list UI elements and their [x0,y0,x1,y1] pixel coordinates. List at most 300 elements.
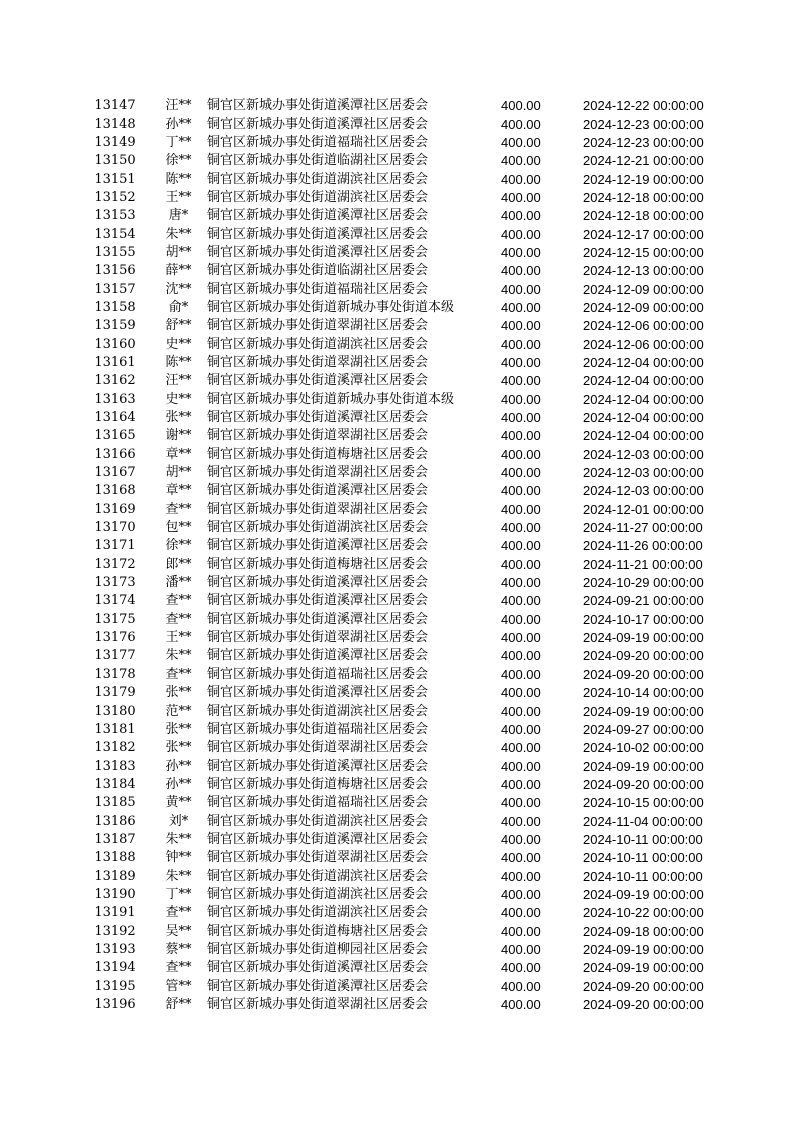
record-id: 13175 [94,611,136,627]
recipient-name: 徐** [165,538,192,554]
community-unit: 铜官区新城办事处街道福瑞社区居委会 [207,134,429,150]
record-id: 13151 [94,171,136,187]
record-id: 13181 [94,721,136,737]
subsidy-amount: 400.00 [501,244,541,260]
community-unit: 铜官区新城办事处街道溪潭社区居委会 [207,648,429,664]
community-unit: 铜官区新城办事处街道湖滨社区居委会 [207,886,429,902]
recipient-name: 史** [165,336,192,352]
recipient-name: 胡** [165,465,192,481]
recipient-name: 孙** [165,116,192,132]
subsidy-amount: 400.00 [501,263,541,279]
recipient-name: 胡** [165,244,192,260]
recipient-name: 史** [165,391,192,407]
subsidy-amount: 400.00 [501,850,541,866]
payment-date: 2024-12-18 00:00:00 [583,208,704,224]
subsidy-amount: 400.00 [501,611,541,627]
payment-date: 2024-09-19 00:00:00 [583,758,704,774]
table-row [80,317,720,335]
community-unit: 铜官区新城办事处街道梅塘社区居委会 [207,923,429,939]
payment-date: 2024-12-13 00:00:00 [583,263,704,279]
recipient-name: 郎** [165,556,192,572]
community-unit: 铜官区新城办事处街道溪潭社区居委会 [207,960,429,976]
table-row [80,849,720,867]
record-id: 13179 [94,685,136,701]
record-id: 13166 [94,446,136,462]
recipient-name: 丁** [165,134,192,150]
record-id: 13193 [94,941,136,957]
record-id: 13171 [94,538,136,554]
record-id: 13189 [94,868,136,884]
subsidy-amount: 400.00 [501,391,541,407]
subsidy-amount: 400.00 [501,831,541,847]
record-id: 13182 [94,740,136,756]
recipient-name: 刘* [168,813,189,829]
payment-date: 2024-12-04 00:00:00 [583,391,704,407]
record-id: 13183 [94,758,136,774]
table-row [80,409,720,427]
recipient-name: 谢** [165,428,192,444]
recipient-name: 丁** [165,886,192,902]
table-row [80,427,720,445]
community-unit: 铜官区新城办事处街道溪潭社区居委会 [207,831,429,847]
community-unit: 铜官区新城办事处街道翠湖社区居委会 [207,997,429,1013]
table-row [80,721,720,739]
payment-date: 2024-12-04 00:00:00 [583,354,704,370]
record-id: 13147 [94,98,136,114]
recipient-name: 沈** [165,281,192,297]
record-id: 13169 [94,501,136,517]
table-row [80,189,720,207]
table-row [80,262,720,280]
payment-date: 2024-12-15 00:00:00 [583,244,704,260]
community-unit: 铜官区新城办事处街道福瑞社区居委会 [207,281,429,297]
subsidy-amount: 400.00 [501,501,541,517]
payment-date: 2024-10-17 00:00:00 [583,611,704,627]
payment-date: 2024-12-09 00:00:00 [583,281,704,297]
subsidy-amount: 400.00 [501,795,541,811]
table-row [80,592,720,610]
payment-date: 2024-12-04 00:00:00 [583,373,704,389]
payment-date: 2024-10-11 00:00:00 [583,868,703,884]
subsidy-amount: 400.00 [501,721,541,737]
record-id: 13153 [94,208,136,224]
recipient-name: 徐** [165,153,192,169]
record-id: 13196 [94,997,136,1013]
record-id: 13195 [94,978,136,994]
payment-date: 2024-12-03 00:00:00 [583,446,704,462]
subsidy-amount: 400.00 [501,208,541,224]
subsidy-amount: 400.00 [501,410,541,426]
subsidy-amount: 400.00 [501,153,541,169]
recipient-name: 陈** [165,171,192,187]
subsidy-amount: 400.00 [501,685,541,701]
subsidy-amount: 400.00 [501,740,541,756]
record-id: 13188 [94,850,136,866]
payment-date: 2024-12-23 00:00:00 [583,134,704,150]
community-unit: 铜官区新城办事处街道临湖社区居委会 [207,263,429,279]
subsidy-amount: 400.00 [501,556,541,572]
subsidy-amount: 400.00 [501,318,541,334]
payment-date: 2024-12-22 00:00:00 [583,98,704,114]
recipient-name: 舒** [165,318,192,334]
table-row [80,831,720,849]
subsidy-amount: 400.00 [501,373,541,389]
table-row [80,684,720,702]
recipient-name: 蔡** [165,941,192,957]
community-unit: 铜官区新城办事处街道湖滨社区居委会 [207,520,429,536]
community-unit: 铜官区新城办事处街道翠湖社区居委会 [207,740,429,756]
community-unit: 铜官区新城办事处街道溪潭社区居委会 [207,483,429,499]
table-row [80,702,720,720]
table-row [80,225,720,243]
record-id: 13176 [94,630,136,646]
subsidy-amount: 400.00 [501,666,541,682]
community-unit: 铜官区新城办事处街道翠湖社区居委会 [207,354,429,370]
table-row [80,904,720,922]
recipient-name: 范** [165,703,192,719]
table-row [80,574,720,592]
recipient-name: 朱** [165,648,192,664]
payment-date: 2024-10-02 00:00:00 [583,740,704,756]
recipient-name: 王** [165,189,192,205]
payment-date: 2024-09-19 00:00:00 [583,941,704,957]
table-row [80,115,720,133]
payment-date: 2024-12-23 00:00:00 [583,116,704,132]
table-row [80,97,720,115]
recipient-name: 潘** [165,575,192,591]
recipient-name: 张** [165,685,192,701]
recipient-name: 章** [165,446,192,462]
record-id: 13172 [94,556,136,572]
subsidy-amount: 400.00 [501,446,541,462]
record-id: 13152 [94,189,136,205]
record-id: 13156 [94,263,136,279]
community-unit: 铜官区新城办事处街道溪潭社区居委会 [207,538,429,554]
table-row [80,482,720,500]
payment-date: 2024-11-27 00:00:00 [583,520,703,536]
subsidy-amount: 400.00 [501,905,541,921]
record-id: 13149 [94,134,136,150]
community-unit: 铜官区新城办事处街道溪潭社区居委会 [207,410,429,426]
community-unit: 铜官区新城办事处街道福瑞社区居委会 [207,795,429,811]
table-row [80,629,720,647]
payment-date: 2024-09-18 00:00:00 [583,923,704,939]
community-unit: 铜官区新城办事处街道湖滨社区居委会 [207,703,429,719]
subsidy-amount: 400.00 [501,465,541,481]
table-row [80,611,720,629]
community-unit: 铜官区新城办事处街道翠湖社区居委会 [207,501,429,517]
payment-date: 2024-11-26 00:00:00 [583,538,703,554]
subsidy-amount: 400.00 [501,483,541,499]
community-unit: 铜官区新城办事处街道翠湖社区居委会 [207,850,429,866]
payment-date: 2024-12-21 00:00:00 [583,153,704,169]
record-id: 13170 [94,520,136,536]
community-unit: 铜官区新城办事处街道溪潭社区居委会 [207,758,429,774]
table-row [80,922,720,940]
subsidy-amount: 400.00 [501,923,541,939]
records-table [80,97,720,1014]
recipient-name: 查** [165,501,192,517]
payment-date: 2024-12-04 00:00:00 [583,428,704,444]
payment-date: 2024-09-19 00:00:00 [583,630,704,646]
recipient-name: 薛** [165,263,192,279]
subsidy-amount: 400.00 [501,997,541,1013]
recipient-name: 黄** [165,795,192,811]
community-unit: 铜官区新城办事处街道梅塘社区居委会 [207,446,429,462]
table-row [80,299,720,317]
community-unit: 铜官区新城办事处街道湖滨社区居委会 [207,813,429,829]
table-row [80,867,720,885]
payment-date: 2024-10-29 00:00:00 [583,575,704,591]
community-unit: 铜官区新城办事处街道新城办事处街道本级 [207,299,455,315]
community-unit: 铜官区新城办事处街道溪潭社区居委会 [207,593,429,609]
payment-date: 2024-10-11 00:00:00 [583,850,703,866]
community-unit: 铜官区新城办事处街道临湖社区居委会 [207,153,429,169]
subsidy-amount: 400.00 [501,868,541,884]
table-row [80,978,720,996]
recipient-name: 汪** [165,373,192,389]
payment-date: 2024-12-03 00:00:00 [583,483,704,499]
community-unit: 铜官区新城办事处街道湖滨社区居委会 [207,189,429,205]
subsidy-amount: 400.00 [501,171,541,187]
payment-date: 2024-09-20 00:00:00 [583,776,704,792]
record-id: 13158 [94,299,136,315]
subsidy-amount: 400.00 [501,226,541,242]
table-row [80,280,720,298]
subsidy-amount: 400.00 [501,575,541,591]
table-row [80,519,720,537]
recipient-name: 孙** [165,776,192,792]
record-id: 13155 [94,244,136,260]
recipient-name: 包** [165,520,192,536]
community-unit: 铜官区新城办事处街道溪潭社区居委会 [207,685,429,701]
record-id: 13157 [94,281,136,297]
subsidy-amount: 400.00 [501,978,541,994]
recipient-name: 张** [165,410,192,426]
community-unit: 铜官区新城办事处街道湖滨社区居委会 [207,868,429,884]
recipient-name: 张** [165,721,192,737]
record-id: 13178 [94,666,136,682]
community-unit: 铜官区新城办事处街道溪潭社区居委会 [207,244,429,260]
recipient-name: 朱** [165,868,192,884]
record-id: 13165 [94,428,136,444]
recipient-name: 钟** [165,850,192,866]
table-row [80,996,720,1014]
recipient-name: 王** [165,630,192,646]
table-row [80,794,720,812]
payment-date: 2024-10-11 00:00:00 [583,831,703,847]
community-unit: 铜官区新城办事处街道翠湖社区居委会 [207,428,429,444]
subsidy-amount: 400.00 [501,960,541,976]
record-id: 13148 [94,116,136,132]
record-id: 13185 [94,795,136,811]
record-id: 13191 [94,905,136,921]
payment-date: 2024-12-06 00:00:00 [583,336,704,352]
subsidy-amount: 400.00 [501,299,541,315]
table-row [80,134,720,152]
table-row [80,170,720,188]
subsidy-amount: 400.00 [501,134,541,150]
subsidy-amount: 400.00 [501,354,541,370]
community-unit: 铜官区新城办事处街道溪潭社区居委会 [207,575,429,591]
payment-date: 2024-12-09 00:00:00 [583,299,704,315]
subsidy-amount: 400.00 [501,593,541,609]
record-id: 13184 [94,776,136,792]
payment-date: 2024-12-03 00:00:00 [583,465,704,481]
subsidy-amount: 400.00 [501,703,541,719]
recipient-name: 查** [165,611,192,627]
record-id: 13186 [94,813,136,829]
community-unit: 铜官区新城办事处街道湖滨社区居委会 [207,336,429,352]
record-id: 13192 [94,923,136,939]
table-row [80,537,720,555]
table-row [80,959,720,977]
community-unit: 铜官区新城办事处街道湖滨社区居委会 [207,905,429,921]
recipient-name: 章** [165,483,192,499]
record-id: 13150 [94,153,136,169]
table-row [80,647,720,665]
record-id: 13167 [94,465,136,481]
subsidy-amount: 400.00 [501,886,541,902]
table-row [80,464,720,482]
payment-date: 2024-10-15 00:00:00 [583,795,704,811]
table-row [80,244,720,262]
table-row [80,446,720,464]
community-unit: 铜官区新城办事处街道溪潭社区居委会 [207,98,429,114]
record-id: 13168 [94,483,136,499]
subsidy-amount: 400.00 [501,189,541,205]
table-row [80,776,720,794]
community-unit: 铜官区新城办事处街道溪潭社区居委会 [207,208,429,224]
table-row [80,666,720,684]
subsidy-amount: 400.00 [501,941,541,957]
community-unit: 铜官区新城办事处街道翠湖社区居委会 [207,318,429,334]
community-unit: 铜官区新城办事处街道溪潭社区居委会 [207,226,429,242]
recipient-name: 查** [165,593,192,609]
record-id: 13163 [94,391,136,407]
record-id: 13194 [94,960,136,976]
payment-date: 2024-09-20 00:00:00 [583,997,704,1013]
community-unit: 铜官区新城办事处街道翠湖社区居委会 [207,465,429,481]
recipient-name: 舒** [165,997,192,1013]
subsidy-amount: 400.00 [501,281,541,297]
payment-date: 2024-09-20 00:00:00 [583,648,704,664]
payment-date: 2024-12-06 00:00:00 [583,318,704,334]
community-unit: 铜官区新城办事处街道溪潭社区居委会 [207,116,429,132]
table-row [80,354,720,372]
recipient-name: 查** [165,960,192,976]
record-id: 13161 [94,354,136,370]
recipient-name: 查** [165,905,192,921]
payment-date: 2024-10-22 00:00:00 [583,905,704,921]
record-id: 13174 [94,593,136,609]
subsidy-amount: 400.00 [501,520,541,536]
subsidy-amount: 400.00 [501,98,541,114]
payment-date: 2024-09-27 00:00:00 [583,721,704,737]
record-id: 13162 [94,373,136,389]
subsidy-amount: 400.00 [501,776,541,792]
subsidy-amount: 400.00 [501,538,541,554]
subsidy-amount: 400.00 [501,428,541,444]
table-row [80,941,720,959]
record-id: 13160 [94,336,136,352]
table-row [80,886,720,904]
community-unit: 铜官区新城办事处街道梅塘社区居委会 [207,776,429,792]
payment-date: 2024-09-19 00:00:00 [583,703,704,719]
table-row [80,739,720,757]
subsidy-amount: 400.00 [501,116,541,132]
recipient-name: 汪** [165,98,192,114]
subsidy-amount: 400.00 [501,758,541,774]
recipient-name: 查** [165,666,192,682]
payment-date: 2024-09-19 00:00:00 [583,960,704,976]
table-row [80,812,720,830]
table-row [80,391,720,409]
recipient-name: 俞* [168,299,189,315]
community-unit: 铜官区新城办事处街道溪潭社区居委会 [207,611,429,627]
subsidy-amount: 400.00 [501,336,541,352]
recipient-name: 孙** [165,758,192,774]
payment-date: 2024-12-19 00:00:00 [583,171,704,187]
community-unit: 铜官区新城办事处街道溪潭社区居委会 [207,978,429,994]
recipient-name: 朱** [165,226,192,242]
subsidy-amount: 400.00 [501,648,541,664]
table-row [80,152,720,170]
community-unit: 铜官区新城办事处街道福瑞社区居委会 [207,666,429,682]
record-id: 13187 [94,831,136,847]
record-id: 13177 [94,648,136,664]
community-unit: 铜官区新城办事处街道梅塘社区居委会 [207,556,429,572]
record-id: 13173 [94,575,136,591]
payment-date: 2024-09-20 00:00:00 [583,978,704,994]
community-unit: 铜官区新城办事处街道新城办事处街道本级 [207,391,455,407]
table-row [80,501,720,519]
recipient-name: 陈** [165,354,192,370]
table-row [80,372,720,390]
record-id: 13159 [94,318,136,334]
payment-date: 2024-12-04 00:00:00 [583,410,704,426]
recipient-name: 唐* [168,208,189,224]
records-body [80,97,720,1014]
payment-date: 2024-11-21 00:00:00 [583,556,703,572]
table-row [80,556,720,574]
payment-date: 2024-12-18 00:00:00 [583,189,704,205]
recipient-name: 朱** [165,831,192,847]
table-row [80,335,720,353]
community-unit: 铜官区新城办事处街道翠湖社区居委会 [207,630,429,646]
community-unit: 铜官区新城办事处街道柳园社区居委会 [207,941,429,957]
record-id: 13154 [94,226,136,242]
payment-date: 2024-09-20 00:00:00 [583,666,704,682]
table-row [80,207,720,225]
payment-date: 2024-12-01 00:00:00 [583,501,704,517]
table-row [80,757,720,775]
record-id: 13164 [94,410,136,426]
payment-date: 2024-09-19 00:00:00 [583,886,704,902]
recipient-name: 管** [165,978,192,994]
community-unit: 铜官区新城办事处街道福瑞社区居委会 [207,721,429,737]
subsidy-amount: 400.00 [501,630,541,646]
recipient-name: 吴** [165,923,192,939]
community-unit: 铜官区新城办事处街道湖滨社区居委会 [207,171,429,187]
community-unit: 铜官区新城办事处街道溪潭社区居委会 [207,373,429,389]
recipient-name: 张** [165,740,192,756]
payment-date: 2024-11-04 00:00:00 [583,813,703,829]
payment-date: 2024-10-14 00:00:00 [583,685,704,701]
payment-date: 2024-12-17 00:00:00 [583,226,704,242]
record-id: 13190 [94,886,136,902]
subsidy-amount: 400.00 [501,813,541,829]
